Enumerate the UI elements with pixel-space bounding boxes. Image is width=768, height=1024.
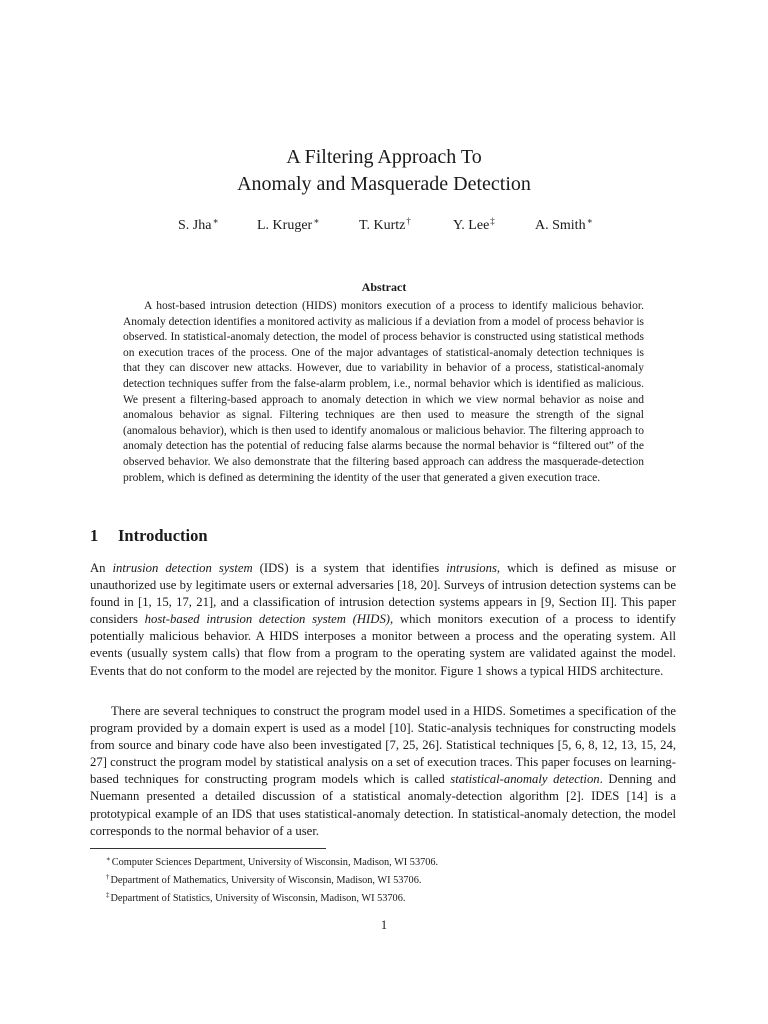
section-heading <box>90 526 208 546</box>
paper-title <box>0 144 768 198</box>
author: A. Smith∗ <box>535 216 593 233</box>
author-affiliation-mark: ∗ <box>212 216 219 226</box>
page-number: 1 <box>380 918 388 932</box>
author: S. Jha∗ <box>178 216 219 233</box>
intro-paragraph-1: An intrusion detection system (IDS) is a system that identifies intrusions, which is defined as misuse or unauthorized use by legitimate users or external adversaries [18, 20]. Surveys of intrusion detection systems can be found in [1, 15, 17, 21], and a classification of intrusion detection systems appears in [9, Section II]. This paper considers host-based intrusion detection system (HIDS), which monitors execution of a process to identify potentially malicious behavior. A HIDS interposes a monitor between a process and the operating system. All events (usually system calls) that flow from a program to the operating system are validated against the model. Events that do not conform to the model are rejected by the monitor. Figure 1 shows a typical HIDS architecture. <box>90 561 676 678</box>
footnote: †Department of Mathematics, University of Wisconsin, Madison, WI 53706. <box>106 873 422 886</box>
author-affiliation-mark: ∗ <box>586 216 593 226</box>
abstract-heading: Abstract <box>361 280 407 294</box>
author-list <box>0 216 768 236</box>
footnote: ‡Department of Statistics, University of Wisconsin, Madison, WI 53706. <box>106 891 406 904</box>
footnote-list <box>106 852 676 906</box>
author: L. Kruger∗ <box>257 216 320 233</box>
author-affiliation-mark: ‡ <box>490 216 495 226</box>
intro-paragraph-2: There are several techniques to construct the program model used in a HIDS. Sometimes a specification of the program provided by a domain expert is used as a model [10]. Static-analysis techniques for constructing models from source and binary code have also been investigated [7, 25, 26]. Statistical techniques [5, 6, 8, 12, 13, 15, 24, 27] construct the program model by statistical analysis on a set of execution traces. This paper focuses on learning-based techniques for constructing program models which is called statistical-anomaly detection. Denning and Nuemann presented a detailed discussion of a statistical anomaly-detection algorithm [2]. IDES [14] is a prototypical example of an IDS that uses statistical-anomaly detection. In statistical-anomaly detection, the model corresponds to the normal behavior of a user. <box>90 704 677 838</box>
title-line-1: A Filtering Approach To <box>286 146 482 168</box>
abstract-text: A host-based intrusion detection (HIDS) monitors execution of a process to identify malicious behavior. Anomaly detection identifies a monitored activity as malicious if a deviation from a model of process behavior is observed. In statistical-anomaly detection, the model of process behavior is constructed using statistical methods on execution traces of the process. One of the major advantages of statistical-anomaly detection techniques is that they can discover new attacks. However, due to variability in behavior of a process, statistical-anomaly detection techniques suffer from the false-alarm problem, i.e., normal behavior which is identified as malicious. We present a filtering-based approach to anomaly detection in which we view normal behavior as noise and anomalous behavior as signal. Filtering techniques are then used to measure the strength of the signal (anomalous behavior), which is then used to identify anomalous or malicious behavior. The filtering approach to anomaly detection has the potential of reducing false alarms because the normal behavior is “filtered out” of the observed behavior. We also demonstrate that the filtering based approach can address the masquerade-detection problem, which is defined as determining the identity of the user that generated a given execution trace. <box>123 300 644 484</box>
author: T. Kurtz† <box>359 216 411 233</box>
author-affiliation-mark: ∗ <box>313 216 320 226</box>
section-number: 1 <box>90 526 99 545</box>
section-title: Introduction <box>118 526 208 545</box>
footnote-divider <box>90 848 326 849</box>
title-line-2: Anomaly and Masquerade Detection <box>237 173 531 195</box>
author-affiliation-mark: † <box>406 216 411 226</box>
author: Y. Lee‡ <box>453 216 495 233</box>
footnote: ∗Computer Sciences Department, University of Wisconsin, Madison, WI 53706. <box>106 855 439 868</box>
